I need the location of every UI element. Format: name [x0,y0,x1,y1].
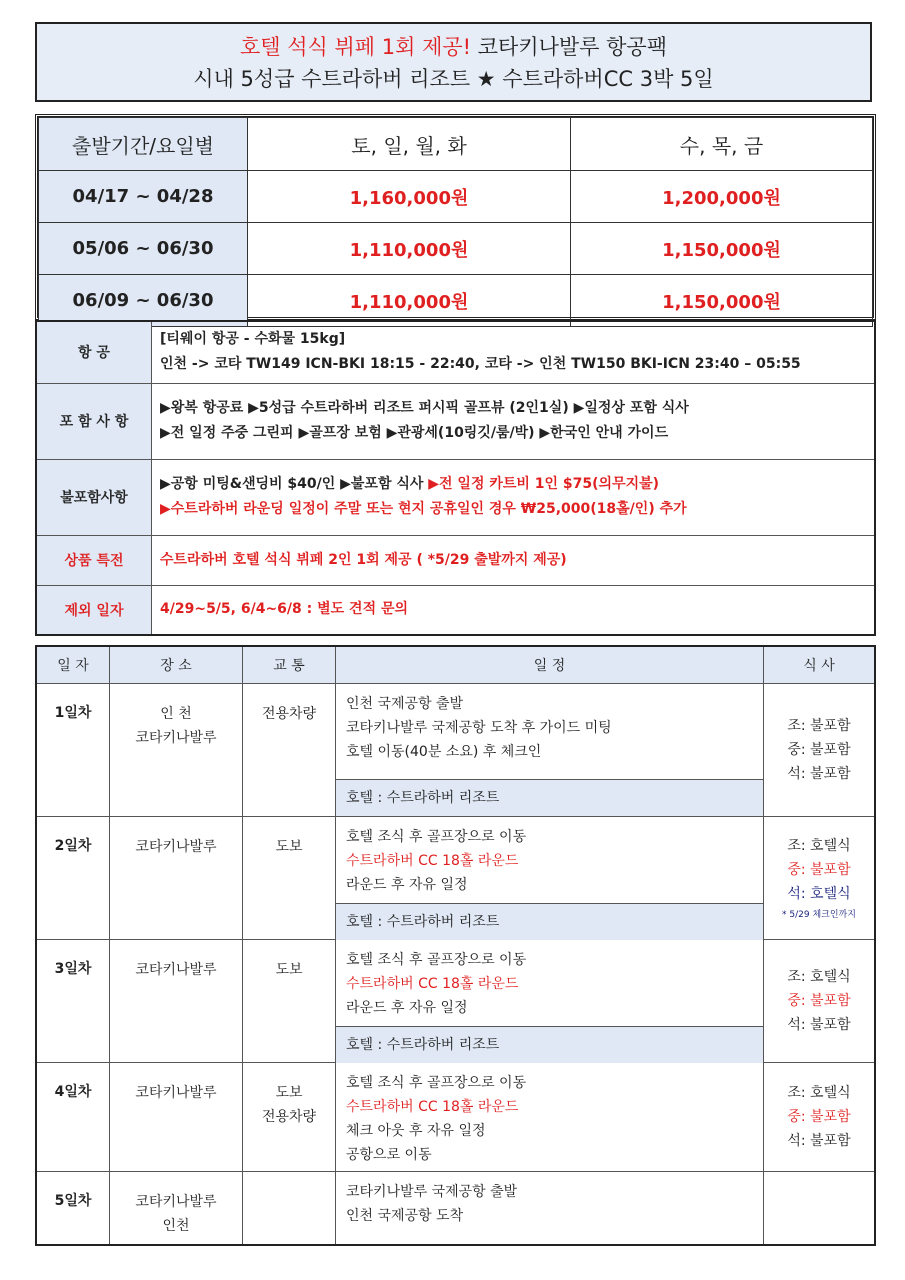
air-flights: 인천 -> 코타 TW149 ICN-BKI 18:15 - 22:40, 코타 -> 인천 TW150 BKI-ICN 23:40 – 05:55 [160,356,801,373]
itinerary-line: 수트라하버 CC 18홀 라운드 [346,976,519,992]
info-label-air: 항 공 [36,321,152,383]
schedule-header-meals: 식 사 [764,646,876,684]
itinerary-line: 수트라하버 CC 18홀 라운드 [346,1099,519,1115]
transport-mode: 도보 [275,1085,303,1101]
schedule-header-place: 장 소 [110,646,243,684]
transport-mode: 전용차량 [261,1109,317,1125]
price-value: 1,150,000원 [571,275,873,327]
place-name: 인 천 [160,706,192,722]
itinerary-line: 인천 국제공항 출발 [346,696,464,712]
schedule-place [110,940,243,1063]
schedule-transport [243,940,336,1063]
info-content-special: 수트라하버 호텔 석식 뷔페 2인 1회 제공 ( *5/29 출발까지 제공) [152,535,876,585]
itinerary-line: 공항으로 이동 [346,1147,432,1163]
schedule-body [36,684,875,1246]
schedule-day: 1일차 [36,684,110,817]
meal-item: 중: 불포함 [787,742,851,758]
schedule-meals [764,684,876,817]
meal-item: 중: 불포함 [787,993,851,1009]
price-period: 06/09 ~ 06/30 [39,275,248,327]
schedule-itinerary [336,1172,764,1246]
meal-note: * 5/29 체크인까지 [782,910,856,920]
schedule-header [36,646,875,684]
schedule-header-transport: 교 통 [243,646,336,684]
place-name: 코타키나발루 [135,839,217,855]
schedule-itinerary [336,684,764,817]
place-name: 코타키나발루 [135,1194,217,1210]
schedule-header-itinerary: 일 정 [336,646,764,684]
itinerary-activities [336,1172,763,1244]
schedule-meals [764,1063,876,1172]
air-baggage: [티웨이 항공 - 수화물 15kg] [160,331,346,348]
itinerary-line: 호텔 조식 후 골프장으로 이동 [346,952,527,968]
price-table-frame [35,114,876,320]
price-header-weekday: 수, 목, 금 [571,118,873,171]
itinerary-line: 수트라하버 CC 18홀 라운드 [346,853,519,869]
schedule-transport [243,817,336,940]
schedule-row [36,684,875,817]
info-content-air [152,321,876,383]
itinerary-hotel: 호텔 : 수트라하버 리조트 [336,779,763,816]
included-line: ▶전 일정 주중 그린피 ▶골프장 보험 ▶관광세(10링깃/룸/박) ▶한국인 안내 가이드 [160,425,669,441]
place-name: 코타키나발루 [135,730,217,746]
schedule-meals [764,940,876,1063]
meal-item: 조: 호텔식 [787,838,851,854]
schedule-day: 5일차 [36,1172,110,1246]
info-table [35,320,876,636]
itinerary-line: 호텔 조식 후 골프장으로 이동 [346,1075,527,1091]
info-row-included [36,383,875,459]
info-label-included: 포 함 사 항 [36,383,152,459]
schedule-place [110,684,243,817]
title-box [35,22,872,102]
schedule-place [110,817,243,940]
price-value: 1,110,000원 [248,275,571,327]
price-value: 1,110,000원 [248,223,571,275]
meal-item: 조: 호텔식 [787,969,851,985]
price-row [39,275,873,327]
place-name: 인천 [162,1218,190,1234]
price-header-period: 출발기간/요일별 [39,118,248,171]
schedule-place [110,1063,243,1172]
itinerary-activities [336,940,763,1026]
info-content-included [152,383,876,459]
title-line-1 [37,31,870,63]
itinerary-hotel: 호텔 : 수트라하버 리조트 [336,1026,763,1063]
schedule-row [36,817,875,940]
itinerary-line: 코타키나발루 국제공항 출발 [346,1184,518,1200]
meal-item: 조: 호텔식 [787,1085,851,1101]
meal-item: 중: 불포함 [787,862,851,878]
schedule-transport [243,1172,336,1246]
info-content-exclusion-dates: 4/29~5/5, 6/4~6/8 : 별도 견적 문의 [152,585,876,635]
meal-item: 석: 불포함 [787,1133,851,1149]
excluded-weekend-surcharge: ▶수트라하버 라운딩 일정이 주말 또는 현지 공휴일인 경우 ₩25,000(18홀/인) 추가 [160,501,687,517]
transport-mode: 도보 [275,962,303,978]
excluded-line [160,472,866,497]
price-value: 1,150,000원 [571,223,873,275]
schedule-itinerary [336,940,764,1063]
schedule-row [36,940,875,1063]
price-value: 1,200,000원 [571,171,873,223]
price-row [39,223,873,275]
info-row-air [36,321,875,383]
schedule-place [110,1172,243,1246]
schedule-row [36,1063,875,1172]
title-product: 코타키나발루 항공팩 [477,35,667,59]
schedule-day: 2일차 [36,817,110,940]
meal-item: 중: 불포함 [787,1109,851,1125]
schedule-transport [243,1063,336,1172]
transport-mode: 전용차량 [261,706,317,722]
price-period: 05/06 ~ 06/30 [39,223,248,275]
itinerary-hotel: 호텔 : 수트라하버 리조트 [336,903,763,940]
meal-item: 석: 호텔식 [787,886,851,902]
itinerary-line: 호텔 이동(40분 소요) 후 체크인 [346,744,542,760]
title-highlight: 호텔 석식 뷔페 1회 제공! [240,35,472,59]
itinerary-line: 인천 국제공항 도착 [346,1208,464,1224]
schedule-itinerary [336,817,764,940]
schedule-table [35,645,876,1246]
info-row-special [36,535,875,585]
itinerary-activities [336,684,763,779]
itinerary-line: 라운드 후 자유 일정 [346,877,468,893]
info-content-excluded [152,459,876,535]
schedule-day: 3일차 [36,940,110,1063]
meal-item: 석: 불포함 [787,766,851,782]
info-label-special: 상품 특전 [36,535,152,585]
transport-mode: 도보 [275,839,303,855]
itinerary-line: 호텔 조식 후 골프장으로 이동 [346,829,527,845]
schedule-day: 4일차 [36,1063,110,1172]
info-label-excluded: 불포함사항 [36,459,152,535]
schedule-header-day: 일 자 [36,646,110,684]
schedule-itinerary [336,1063,764,1172]
itinerary-line: 라운드 후 자유 일정 [346,1000,468,1016]
meal-item: 조: 불포함 [787,718,851,734]
place-name: 코타키나발루 [135,962,217,978]
title-line-2: 시내 5성급 수트라하버 리조트 ★ 수트라하버CC 3박 5일 [193,67,714,91]
info-row-excluded [36,459,875,535]
itinerary-line: 체크 아웃 후 자유 일정 [346,1123,486,1139]
excluded-cart-fee: ▶전 일정 카트비 1인 $75(의무지불) [428,476,660,492]
info-label-exclusion-dates: 제외 일자 [36,585,152,635]
schedule-meals [764,1172,876,1246]
schedule-meals [764,817,876,940]
price-table-header [39,118,873,171]
info-row-exclusion-dates [36,585,875,635]
itinerary-line: 코타키나발루 국제공항 도착 후 가이드 미팅 [346,720,612,736]
price-period: 04/17 ~ 04/28 [39,171,248,223]
excluded-fees: ▶공항 미팅&샌딩비 $40/인 ▶불포함 식사 [160,476,424,492]
schedule-row [36,1172,875,1246]
price-row [39,171,873,223]
itinerary-activities [336,1063,763,1173]
price-header-weekend: 토, 일, 월, 화 [248,118,571,171]
itinerary-activities [336,817,763,903]
price-value: 1,160,000원 [248,171,571,223]
included-line: ▶왕복 항공료 ▶5성급 수트라하버 리조트 퍼시픽 골프뷰 (2인1실) ▶일정상 포함 식사 [160,400,689,416]
price-table [38,117,873,327]
meal-item: 석: 불포함 [787,1017,851,1033]
place-name: 코타키나발루 [135,1085,217,1101]
schedule-transport [243,684,336,817]
